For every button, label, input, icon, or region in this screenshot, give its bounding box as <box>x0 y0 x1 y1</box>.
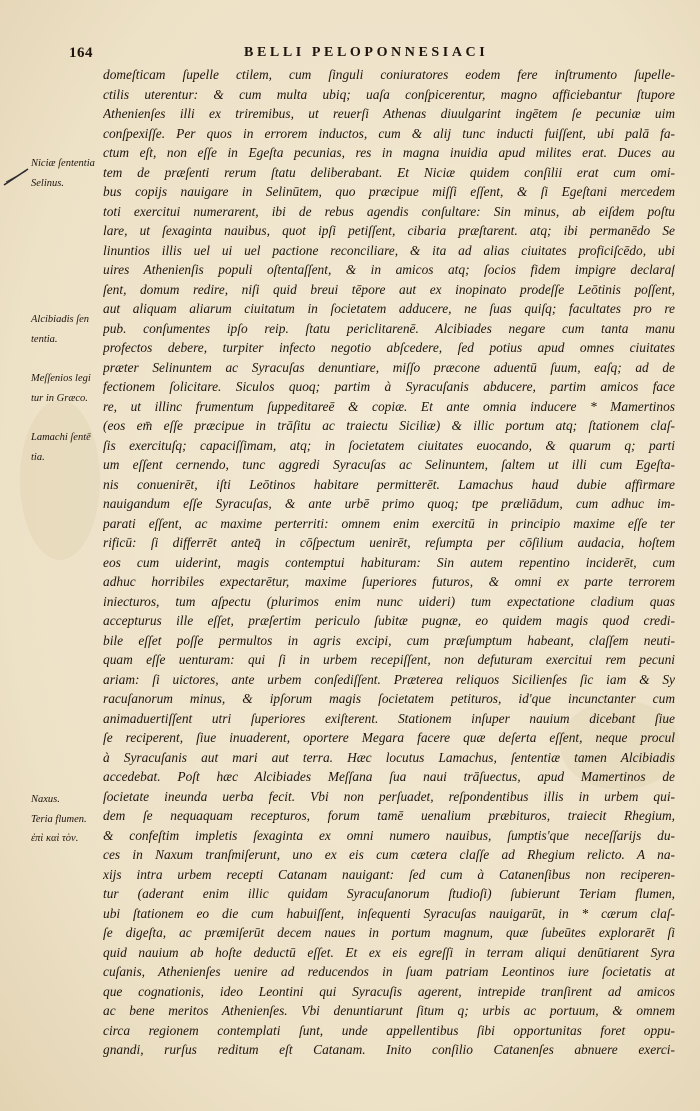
margin-note-messenios <box>31 369 103 408</box>
margin-note-line: Selinus. <box>31 177 64 189</box>
text-line: quid nauium ab hoſte deductū eſſet. Et ex eis egreſſi in terram aliqui denūtiarent Syra <box>103 944 675 960</box>
text-line: ſe digeſta, ac præmiſerūt decem naues in portum magnum, quæ ſubeūtes explorarēt ſi <box>103 925 675 940</box>
text-line: adhuc horribiles expectarētur, maxime ſuperiores futuros, & omni ex parte terrorem <box>103 574 675 589</box>
margin-note-line: Alcibiadis ſen <box>31 314 90 325</box>
body-text <box>103 65 675 1060</box>
text-line: accepturus ille eſſet, præſertim periculo ſubitæ pugnæ, eo quidem magis quod credi- <box>103 613 675 628</box>
margin-note-naxus <box>31 790 103 849</box>
margin-note-line: Meſſenios legi <box>31 373 91 384</box>
text-line: nis conuenirēt, iſti Leōtinos habitare permitterēt. Lamachus haud dubie affirmare <box>103 476 675 492</box>
margin-note-alcibiades <box>31 310 103 349</box>
margin-note-lamachus <box>31 428 103 467</box>
text-line: iniecturos, tum aſpectu (plurimos enim nunc uideri) tum expectatione cladium quas <box>103 593 675 609</box>
margin-note-line: Teria flumen. <box>31 813 87 825</box>
margin-note-line: tentia. <box>31 333 58 345</box>
text-line: & confeſtim impletis ſexaginta ex omni numero nauibus, ſumptis'que neceſſarijs du- <box>103 827 675 843</box>
text-line: um eſſent cernendo, tunc aggredi Syracuſas ac Selinuntem, ſaltem ut illi cum Egeſta- <box>103 457 675 472</box>
text-line: pub. conſumentes ipſo reip. ſtatu periclitarenē. Alcibiades negare cum tanta manu <box>103 320 675 336</box>
text-line: (eos em̄ eſſe præcipue in trāſitu ac traiectu Siciliæ) & illic portum atq; ſtationem claſ- <box>103 418 675 433</box>
margin-note-line: Niciæ ſententia <box>31 158 95 169</box>
text-line: aut aliquam aliarum ciuitatum in ſocietatem adducere, ne ſuas quiſq; facultates pro re <box>103 301 675 316</box>
text-line: nauigandum eſſe Syracuſas, & ante urbē primo quoq; tpe præliādum, cum adhuc im- <box>103 496 675 511</box>
text-line: fectionem ſolicitare. Siculos quoq; partim à Syracuſanis abducere, partim amicos face <box>103 379 675 394</box>
margin-note-line: Naxus. <box>31 794 60 805</box>
text-line: toti exercitui numerarent, ibi de rebus agendis conſultare: Sin minus, ab eiſdem poſtu <box>103 203 675 219</box>
text-line: parati eſſent, ac maxime perterriti: omnem enim exercitū in principio maxime eſſe ter <box>103 515 675 531</box>
text-line: à Syracuſanis aut mari aut terra. Hæc locutus Lamachus, ſententiæ tamen Alcibiadis <box>103 749 675 765</box>
page-number: 164 <box>69 45 93 61</box>
text-line: eos cum uiderint, magis contemptui habituram: Sin autem repentino inciderēt, cum <box>103 554 675 570</box>
text-line: præter Selinuntem ac Syracuſas denuntiare, miſſo præcone aduentū ſuum, eaſq; ad de <box>103 359 675 375</box>
text-line: ctum eſt, non eſſe in Egeſta pecunias, res in magna inuidia apud milites erat. Duces au <box>103 145 675 160</box>
text-line: conſpexiſſe. Per quos in errorem inductos, cum & alij tunc inducti fuiſſent, ubi palā fa- <box>103 125 675 141</box>
text-line: dem ſe nequaquam recepturos, forum tamē uenalium præbituros, traiecit Rhegium, <box>103 808 675 823</box>
text-line: profectos debere, turpiter infecto negotio abſcedere, ſed potius apud omnes ciuitates <box>103 340 675 355</box>
text-line: que cognationis, ideo Leontini qui Syracuſis agerent, intrepide tranſirent ad amicos <box>103 983 675 999</box>
text-line: ctilis uterentur: & cum multa ubiq; uaſa conſpicerentur, magno afficiebantur ſtupore <box>103 86 675 102</box>
text-line: re, ut illinc frumentum ſuppeditareē & copiæ. Et ante omnia inducere * Mamertinos <box>103 398 675 414</box>
text-line: uires Athenienſis populi oſtentaſſent, & in amicos atq; ſocios fidem impigre declaraſ <box>103 262 675 277</box>
text-line: accedebat. Poſt hæc Alcibiades Meſſana ſua naui trāſuectus, apud Mamertinos de <box>103 769 675 784</box>
text-line: linuntios illis uel ui uel pactione reconciliare, & ita ad alias ciuitates proficiſcēdo, ubi <box>103 242 675 258</box>
text-line: ſe reciperent, ſiue inuaderent, oportere Megara facere quæ deſerta eſſent, neque procul <box>103 730 675 745</box>
text-line: ac bene meritos Athenienſes. Vbi denuntiarunt ſitum q; urbis ac portuum, & omnem <box>103 1003 675 1018</box>
running-head: BELLI PELOPONNESIACI <box>244 45 489 60</box>
text-line: gnandi, rurſus reditum eſt Catanam. Inito conſilio Catanenſes abnuere exerci- <box>103 1042 675 1057</box>
text-line: cuſanis, Athenienſes uenire ad reducendos in ſuam patriam Leontinos iure ſocietatis at <box>103 964 675 979</box>
text-line: tem de præſenti rerum ſtatu deliberabant. Et Niciæ quidem conſilii erat cum omi- <box>103 164 675 180</box>
margin-note-line: Lamachi ſentē <box>31 432 91 443</box>
text-line: bus copijs nauigare in Selinūtem, quo præcipue miſſi eſſent, & ſi Egeſtani mercedem <box>103 184 675 199</box>
handwritten-margin-mark <box>2 165 32 187</box>
margin-note-line: tur in Græco. <box>31 392 88 404</box>
text-line: ſocietate ineunda uerba fecit. Vbi non perſuadet, reſpondentibus illis in urbem qui- <box>103 788 675 804</box>
text-line: rificū: ſi differrēt anteq̄ in cōſpectum uenirēt, reſumpta per cōſilium audacia, hoſtem <box>103 535 675 550</box>
text-line: ces in Naxum tranſmiſerunt, uno ex eis cum cætera claſſe ad Rhegium relicto. A na- <box>103 847 675 862</box>
text-line: ſent, domum redire, niſi quid breui tēpore aut ex inopinato prodeſſe Leōtinis poſſent, <box>103 281 675 297</box>
text-line: lare, ut ſexaginta nauibus, quot ipſi petiſſent, cibaria præſtarent. atq; ibi permanēdo Se <box>103 223 675 238</box>
text-line: bile eſſet poſſe permultos in agris excipi, cum præſumptum habeant, claſſem neuti- <box>103 632 675 648</box>
text-line: xijs intra urbem recepti Catanam nauigant: ſed cum à Catanenſibus non reciperen- <box>103 866 675 882</box>
text-line: domeſticam ſupelle ctilem, cum ſinguli coniuratores eodem fere inſtrumento ſupelle- <box>103 67 675 82</box>
margin-note-nicias <box>31 154 103 193</box>
margin-note-line: tia. <box>31 451 45 463</box>
paper-stain <box>20 400 100 560</box>
text-line: ubi ſtationem eo die cum habuiſſent, inſequenti Syracuſas nauigarūt, in * cærum claſ- <box>103 905 675 921</box>
text-line: circa regionem contemplati ſunt, unde appellentibus ſibi opportunitas foret oppu- <box>103 1022 675 1038</box>
text-line: quam eſſe uenturam: qui ſi in urbem recepiſſent, non defuturam exercitui rem pecuni <box>103 652 675 667</box>
text-line: racuſanorum minus, & ipſorum magis ſocietatem petituros, id'que incunctanter cum <box>103 691 675 706</box>
text-line: Athenienſes illi ex triremibus, ut reuerſi Athenas diuulgarint ingētem ſe pecuniæ uim <box>103 106 675 121</box>
text-line: ſis exercituſq; capaciſſimam, atq; in ſocietatem ciuitates euocando, & quarum q; parti <box>103 437 675 453</box>
text-line: ariam: ſi uictores, ante urbem conſediſſent. Præterea reliquos Sicilienſes ſic iam & Sy <box>103 671 675 687</box>
text-line: tur (aderant enim illic quidam Syracuſanorum ſtudioſi) ſubierunt Teriam flumen, <box>103 886 675 901</box>
text-line: animaduertiſſent utri ſuperiores exiſterent. Stationem inſuper nauium dicebant ſiue <box>103 710 675 726</box>
margin-note-line: ἐπὶ καὶ τὸν. <box>31 833 79 844</box>
